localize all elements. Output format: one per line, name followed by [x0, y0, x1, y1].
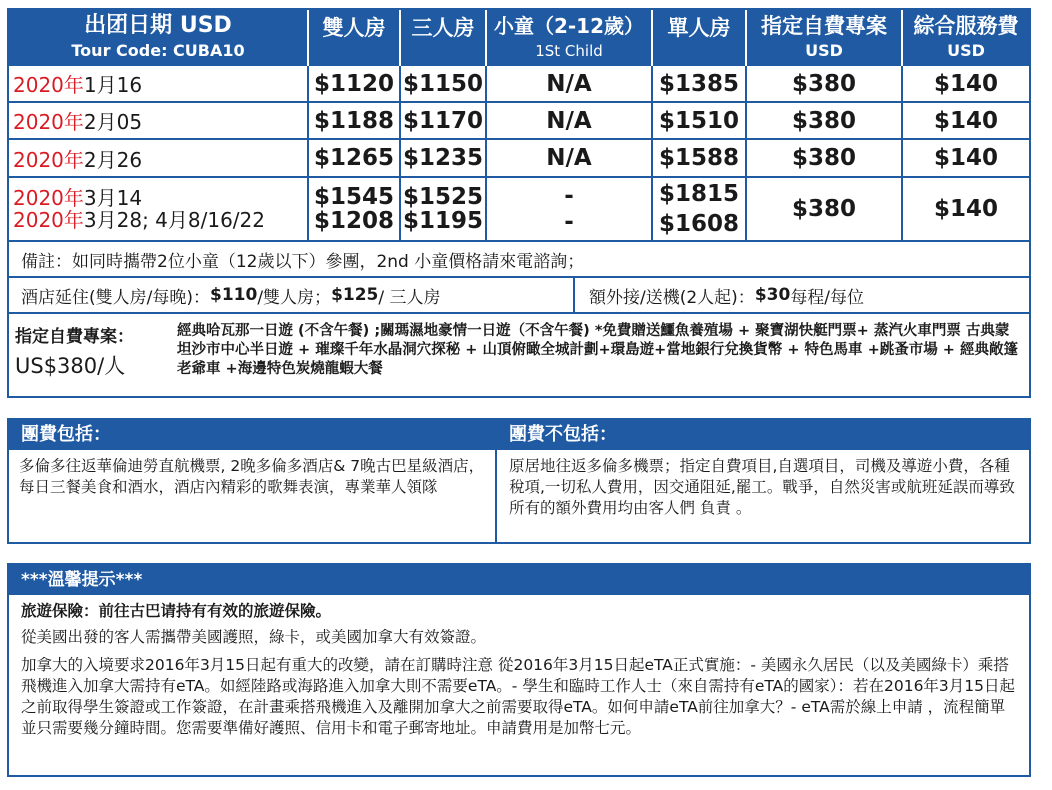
header-service: 綜合服務費 [913, 14, 1019, 38]
single-price: $1588 [653, 140, 747, 176]
optional-description: 經典哈瓦那一日遊 (不含午餐) ;關瑪濕地豪情一日遊（不含午餐) *免費贈送鱷魚養殖場 + 聚寶湖快艇門票+ 蒸汽火車門票 古典蒙坦沙市中心半日遊 + 璀璨千年水晶洞穴探秘 + 山頂俯瞰全城計劃+環島遊+當地銀行兌換貨幣 + 特色馬車 +跳蚤市場 + 經典敞篷老爺車 +海邊特色炭燒龍蝦大餐 [177, 323, 1018, 377]
eta-note: 加拿大的入境要求2016年3月15日起有重大的改變，請在訂購時注意 從2016年3月15日起eTA正式實施：- 美國永久居民（以及美國綠卡）乘搭飛機進入加拿大需持有eTA。如經陸路或海路進入加拿大則不需要eTA。- 學生和臨時工作人士（來自需持有eTA的國家）：若在2016年3月15日起之前取得學生簽證或工作簽證，在計畫乘搭飛機進入及離開加拿大之前需要取得eTA。如何申請eTA前往加拿大？- eTA需於線上申請 ，流程簡單並只需要幾分鐘時間。您需要準備好護照、信用卡和電子郵寄地址。申請費用是加幣七元。 [21, 656, 1016, 737]
excludes-text: 原居地往返多倫多機票；指定自費項目,自選項目，司機及導遊小費，各種稅項,一切私人費用，因交通阻延,罷工。戰爭，自然災害或航班延誤而導致所有的額外費用均由客人們 負責 。 [509, 457, 1015, 517]
remark-line [9, 242, 1029, 278]
single-price-a: $1815 [658, 181, 740, 207]
date-year: 2020年 [13, 73, 84, 97]
price-table [7, 8, 1031, 398]
includes-text: 多倫多往返華倫迪勞直航機票, 2晚多倫多酒店& 7晚古巴星級酒店，每日三餐美食和酒水，酒店內精彩的歌舞表演，專業華人領隊 [19, 457, 485, 496]
single-price-b: $1608 [658, 211, 740, 237]
date-monthday: 2月26 [83, 147, 143, 172]
table-row [9, 103, 1029, 140]
child-price-a: - [564, 183, 574, 209]
date-monthday: 1月16 [83, 73, 143, 97]
header-triple-col [401, 10, 487, 66]
header-service-col [903, 10, 1029, 66]
remark-text: 備註：如同時攜帶2位小童（12歲以下）參團，2nd 小童價格請來電諮詢； [21, 251, 585, 272]
optional-program-price: US$380/人 [15, 354, 126, 378]
header-optional: 指定自費專案 [761, 14, 887, 38]
triple-price-cell [401, 178, 487, 240]
header-child: 小童（2-12歲） [493, 14, 645, 38]
optional-program [9, 314, 1029, 396]
double-price: $1120 [309, 66, 401, 101]
date-line-b [13, 209, 265, 231]
hotel-double-price: $110 [210, 285, 258, 305]
date-cell [9, 178, 309, 240]
transfer-price: $30 [754, 285, 791, 305]
double-price-b: $1208 [313, 208, 395, 234]
single-price: $1510 [653, 103, 747, 138]
hotel-double-unit: /雙人房； [257, 287, 332, 308]
header-date-col [9, 10, 309, 66]
header-date-title: 出团日期 USD [84, 13, 232, 38]
header-optional-col [747, 10, 903, 66]
date-year: 2020年 [13, 110, 84, 134]
child-price-b: - [564, 209, 574, 235]
single-price: $1385 [653, 66, 747, 101]
double-price-a: $1545 [313, 184, 395, 210]
date-line-a [13, 187, 142, 209]
date-cell [9, 103, 309, 138]
date-monthday: 3月14 [83, 186, 143, 210]
child-price-cell [487, 178, 653, 240]
excludes-title: 團費不包括： [497, 420, 1029, 450]
optional-price: $380 [747, 66, 903, 101]
transfer-label: 額外接/送機(2人起)： [589, 287, 755, 308]
header-double-col [309, 10, 401, 66]
table-row [9, 140, 1029, 178]
header-child-col [487, 10, 653, 66]
header-child-sub: 1St Child [535, 42, 603, 60]
header-tour-code: Tour Code: CUBA10 [71, 41, 245, 60]
table-row [9, 66, 1029, 103]
single-price-cell [653, 178, 747, 240]
transfer-info [589, 278, 864, 312]
header-double: 雙人房 [322, 16, 386, 40]
insurance-note: 旅遊保險：前往古巴请持有有效的旅遊保險。 [21, 602, 332, 620]
date-monthday: 3月28; 4月8/16/22 [83, 208, 265, 232]
service-fee: $140 [933, 196, 998, 222]
triple-price-a: $1525 [402, 184, 484, 210]
date-cell [9, 140, 309, 176]
header-single-col [653, 10, 747, 66]
header-triple: 三人房 [411, 16, 475, 40]
extension-line [9, 278, 1029, 314]
triple-price-b: $1195 [402, 208, 484, 234]
header-single: 單人房 [667, 16, 731, 40]
date-year: 2020年 [13, 147, 84, 172]
fee-inclusion-section [7, 418, 1031, 544]
tips-section [7, 563, 1031, 777]
date-cell [9, 66, 309, 101]
service-fee: $140 [933, 107, 998, 134]
service-fee: $140 [933, 70, 998, 97]
service-fee: $140 [933, 145, 998, 171]
hotel-triple-price: $125 [331, 285, 379, 305]
header-optional-sub: USD [805, 41, 843, 60]
triple-price: $1235 [401, 140, 487, 176]
optional-price: $380 [747, 103, 903, 138]
includes-title: 團費包括： [9, 420, 495, 450]
triple-price: $1170 [401, 103, 487, 138]
hotel-extension [9, 278, 575, 312]
table-row [9, 178, 1029, 242]
hotel-extension-label: 酒店延住(雙人房/每晚)： [21, 287, 210, 308]
column-divider [495, 420, 497, 542]
optional-price: $380 [747, 178, 903, 240]
header-service-sub: USD [947, 41, 985, 60]
double-price: $1265 [309, 140, 401, 176]
child-price: N/A [487, 103, 653, 138]
date-monthday: 2月05 [83, 110, 143, 134]
child-price: N/A [487, 66, 653, 101]
passport-note: 從美國出發的客人需攜帶美國護照，綠卡，或美國加拿大有效簽證。 [21, 628, 487, 646]
tips-title: ***溫馨提示*** [9, 565, 1029, 595]
date-year: 2020年 [13, 208, 84, 232]
double-price-cell [309, 178, 401, 240]
child-price: N/A [487, 140, 653, 176]
triple-price: $1150 [401, 66, 487, 101]
transfer-unit: 每程/每位 [790, 287, 865, 308]
optional-label: 指定自費專案： [15, 327, 134, 347]
optional-price: $380 [747, 140, 903, 176]
hotel-triple-unit: / 三人房 [378, 287, 441, 308]
date-year: 2020年 [13, 186, 84, 210]
double-price: $1188 [309, 103, 401, 138]
